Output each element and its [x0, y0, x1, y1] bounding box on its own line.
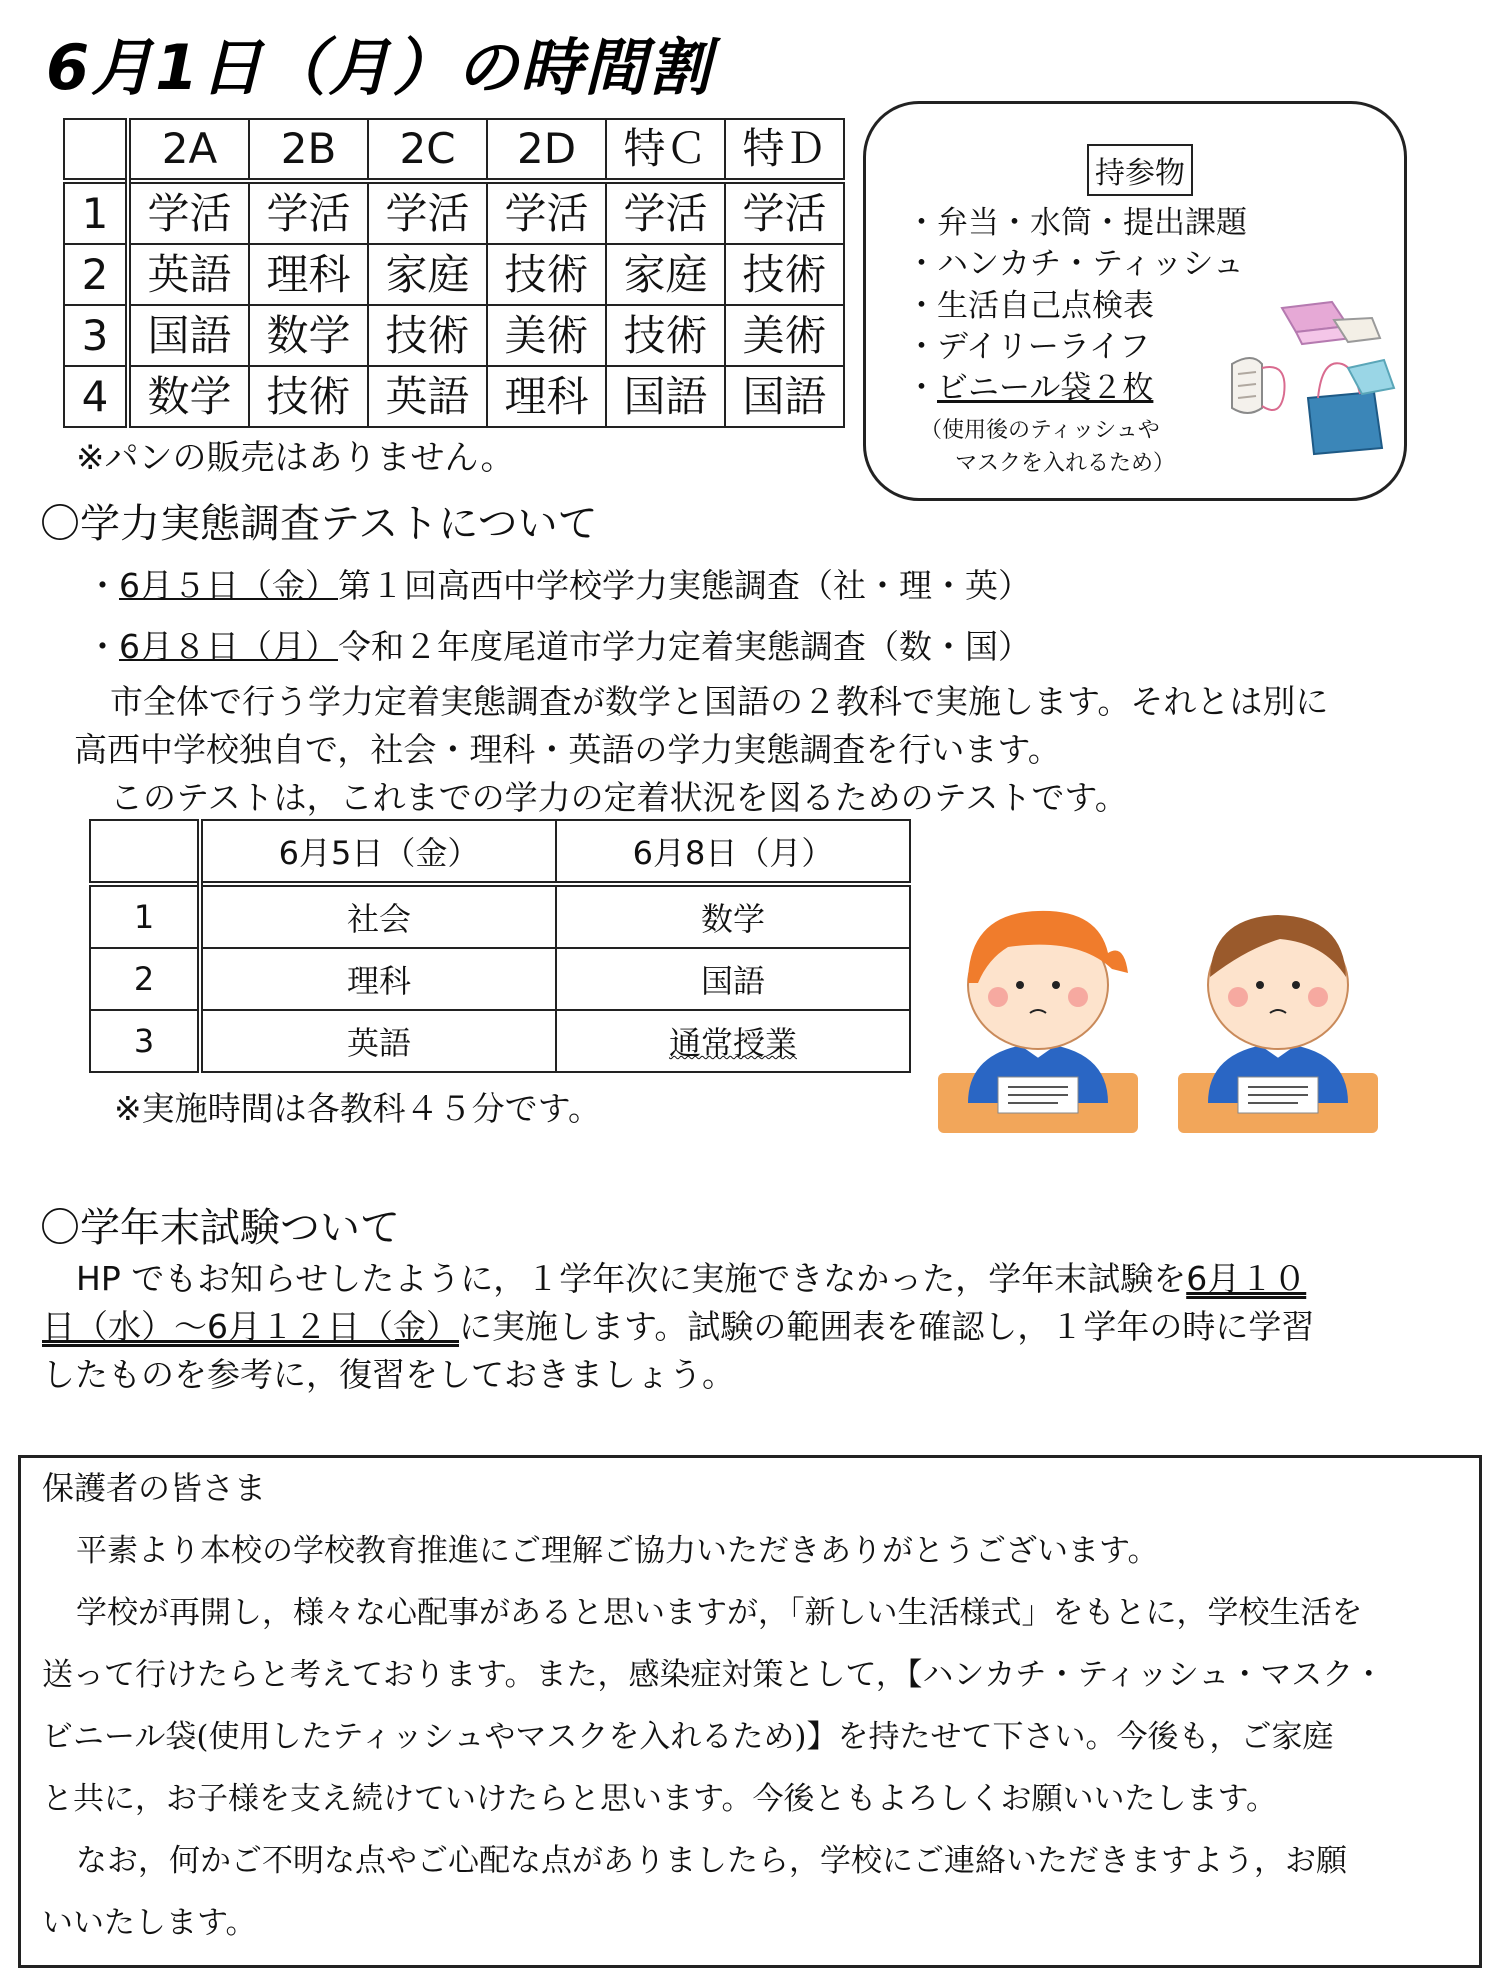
message-line: ビニール袋(使用したティッシュやマスクを入れるため)】を持たせて下さい。今後も，ご家庭: [42, 1719, 1334, 1755]
belongings-item: ・デイリーライフ: [906, 329, 1150, 365]
test-date-header: 6月8日（月）: [556, 820, 910, 884]
class-header-2d: 2D: [487, 119, 606, 181]
regular-class-label: 通常授業: [668, 1024, 797, 1062]
exam-date-start: 6月１０: [1186, 1259, 1307, 1298]
table-row: [90, 884, 910, 948]
belongings-illustration: [1222, 298, 1402, 458]
period-number: 3: [90, 1010, 200, 1072]
test-item-2: [86, 621, 1031, 668]
class-header-2b: 2B: [249, 119, 368, 181]
message-line: 平素より本校の学校教育推進にご理解ご協力いただきありがとうございます。: [76, 1533, 1159, 1569]
class-timetable: [63, 118, 845, 428]
subject-cell: 技術: [606, 305, 725, 366]
subject-cell: [556, 1010, 910, 1072]
message-line: 送って行けたらと考えております。また，感染症対策として，【ハンカチ・ティッシュ・マスク・: [42, 1657, 1385, 1693]
exam-line-3: したものを参考に，復習をしておきましょう。: [42, 1355, 735, 1394]
subject-cell: 理科: [200, 948, 556, 1010]
subject-cell: 学活: [725, 181, 844, 244]
timetable-corner-cell: [64, 119, 128, 181]
timetable-header-row: [64, 119, 844, 181]
exam-text: に実施します。試験の範囲表を確認し，１学年の時に学習: [459, 1307, 1315, 1346]
bullet: ・: [86, 627, 119, 666]
belongings-item: ・弁当・水筒・提出課題: [906, 205, 1247, 241]
subject-cell: 国語: [128, 305, 249, 366]
test-desc-1: 第１回高西中学校学力実態調査（社・理・英）: [338, 566, 1031, 605]
subject-cell: 理科: [487, 366, 606, 427]
message-line: いいたします。: [42, 1905, 257, 1941]
table-row: [64, 181, 844, 244]
period-number: 1: [64, 181, 128, 244]
test-date-header: 6月5日（金）: [200, 820, 556, 884]
mask-icon: [1232, 358, 1285, 413]
belongings-note-line1: （使用後のティッシュや: [920, 418, 1160, 443]
test-corner-cell: [90, 820, 200, 884]
message-line: なお，何かご不明な点やご心配な点がありましたら，学校にご連絡いただきますよう，お願: [76, 1843, 1347, 1879]
belongings-item-plastic-bags: [906, 362, 1153, 407]
period-number: 2: [90, 948, 200, 1010]
test-section-heading: 〇学力実態調査テストについて: [40, 501, 598, 547]
subject-cell: 学活: [128, 181, 249, 244]
belongings-title: 持参物: [1087, 144, 1193, 196]
belongings-note-line2: マスクを入れるため）: [955, 451, 1176, 476]
handkerchief-icon: [1282, 302, 1380, 344]
subject-cell: 理科: [249, 244, 368, 305]
exam-line-2: [42, 1301, 1314, 1348]
subject-cell: 国語: [606, 366, 725, 427]
message-line: と共に，お子様を支え続けていけたらと思います。今後ともよろしくお願いいたします。: [42, 1781, 1278, 1817]
table-row: [90, 1010, 910, 1072]
subject-cell: 学活: [249, 181, 368, 244]
subject-cell: 数学: [556, 884, 910, 948]
subject-cell: 国語: [725, 366, 844, 427]
students-studying-illustration: [928, 873, 1388, 1133]
page-title: 6月1日（月）の時間割: [46, 31, 713, 104]
subject-cell: 技術: [487, 244, 606, 305]
table-row: [64, 305, 844, 366]
subject-cell: 学活: [606, 181, 725, 244]
test-paragraph-line: 市全体で行う学力定着実態調査が数学と国語の２教科で実施します。それとは別に: [110, 682, 1329, 721]
belongings-item: ・ハンカチ・ティッシュ: [906, 246, 1244, 282]
class-header-2a: 2A: [128, 119, 249, 181]
subject-cell: 社会: [200, 884, 556, 948]
subject-cell: 数学: [249, 305, 368, 366]
table-row: [64, 244, 844, 305]
subject-cell: 技術: [368, 305, 487, 366]
belongings-item: ・生活自己点検表: [906, 288, 1154, 324]
test-duration-note: ※実施時間は各教科４５分です。: [114, 1089, 602, 1128]
test-schedule-header-row: [90, 820, 910, 884]
test-desc-2: 令和２年度尾道市学力定着実態調査（数・国）: [338, 627, 1031, 666]
bread-sale-note: ※パンの販売はありません。: [76, 438, 515, 478]
message-line: 学校が再開し，様々な心配事があると思いますが，「新しい生活様式」をもとに，学校生活を: [76, 1595, 1363, 1631]
pouch-icon: [1308, 360, 1394, 454]
test-date-2: 6月８日（月）: [119, 627, 338, 666]
boy-student-icon: [1178, 915, 1378, 1133]
test-item-1: [86, 560, 1031, 607]
test-paragraph-line: このテストは，これまでの学力の定着状況を図るためのテストです。: [110, 778, 1128, 817]
plastic-bags-label: ビニール袋２枚: [937, 370, 1154, 406]
subject-cell: 学活: [368, 181, 487, 244]
test-paragraph-line: 高西中学校独自で，社会・理科・英語の学力実態調査を行います。: [74, 730, 1061, 769]
class-header-2c: 2C: [368, 119, 487, 181]
period-number: 2: [64, 244, 128, 305]
table-row: [90, 948, 910, 1010]
parents-message-title: 保護者の皆さま: [42, 1469, 267, 1507]
girl-student-icon: [938, 911, 1138, 1133]
subject-cell: 美術: [725, 305, 844, 366]
subject-cell: 美術: [487, 305, 606, 366]
bullet: ・: [86, 566, 119, 605]
class-header-special-c: 特Ｃ: [606, 119, 725, 181]
subject-cell: 英語: [128, 244, 249, 305]
class-header-special-d: 特Ｄ: [725, 119, 844, 181]
subject-cell: 学活: [487, 181, 606, 244]
subject-cell: 技術: [725, 244, 844, 305]
subject-cell: 数学: [128, 366, 249, 427]
period-number: 4: [64, 366, 128, 427]
exam-line-1: [76, 1253, 1306, 1300]
subject-cell: 英語: [200, 1010, 556, 1072]
table-row: [64, 366, 844, 427]
subject-cell: 英語: [368, 366, 487, 427]
subject-cell: 家庭: [606, 244, 725, 305]
subject-cell: 国語: [556, 948, 910, 1010]
exam-date-range: 日（水）～6月１２日（金）: [42, 1307, 459, 1346]
period-number: 3: [64, 305, 128, 366]
test-schedule-table: [89, 819, 911, 1073]
bullet: ・: [906, 370, 937, 406]
test-date-1: 6月５日（金）: [119, 566, 338, 605]
subject-cell: 技術: [249, 366, 368, 427]
exam-text: HP でもお知らせしたように，１学年次に実施できなかった，学年末試験を: [76, 1259, 1187, 1298]
subject-cell: 家庭: [368, 244, 487, 305]
exam-section-heading: 〇学年末試験ついて: [40, 1205, 400, 1251]
period-number: 1: [90, 884, 200, 948]
